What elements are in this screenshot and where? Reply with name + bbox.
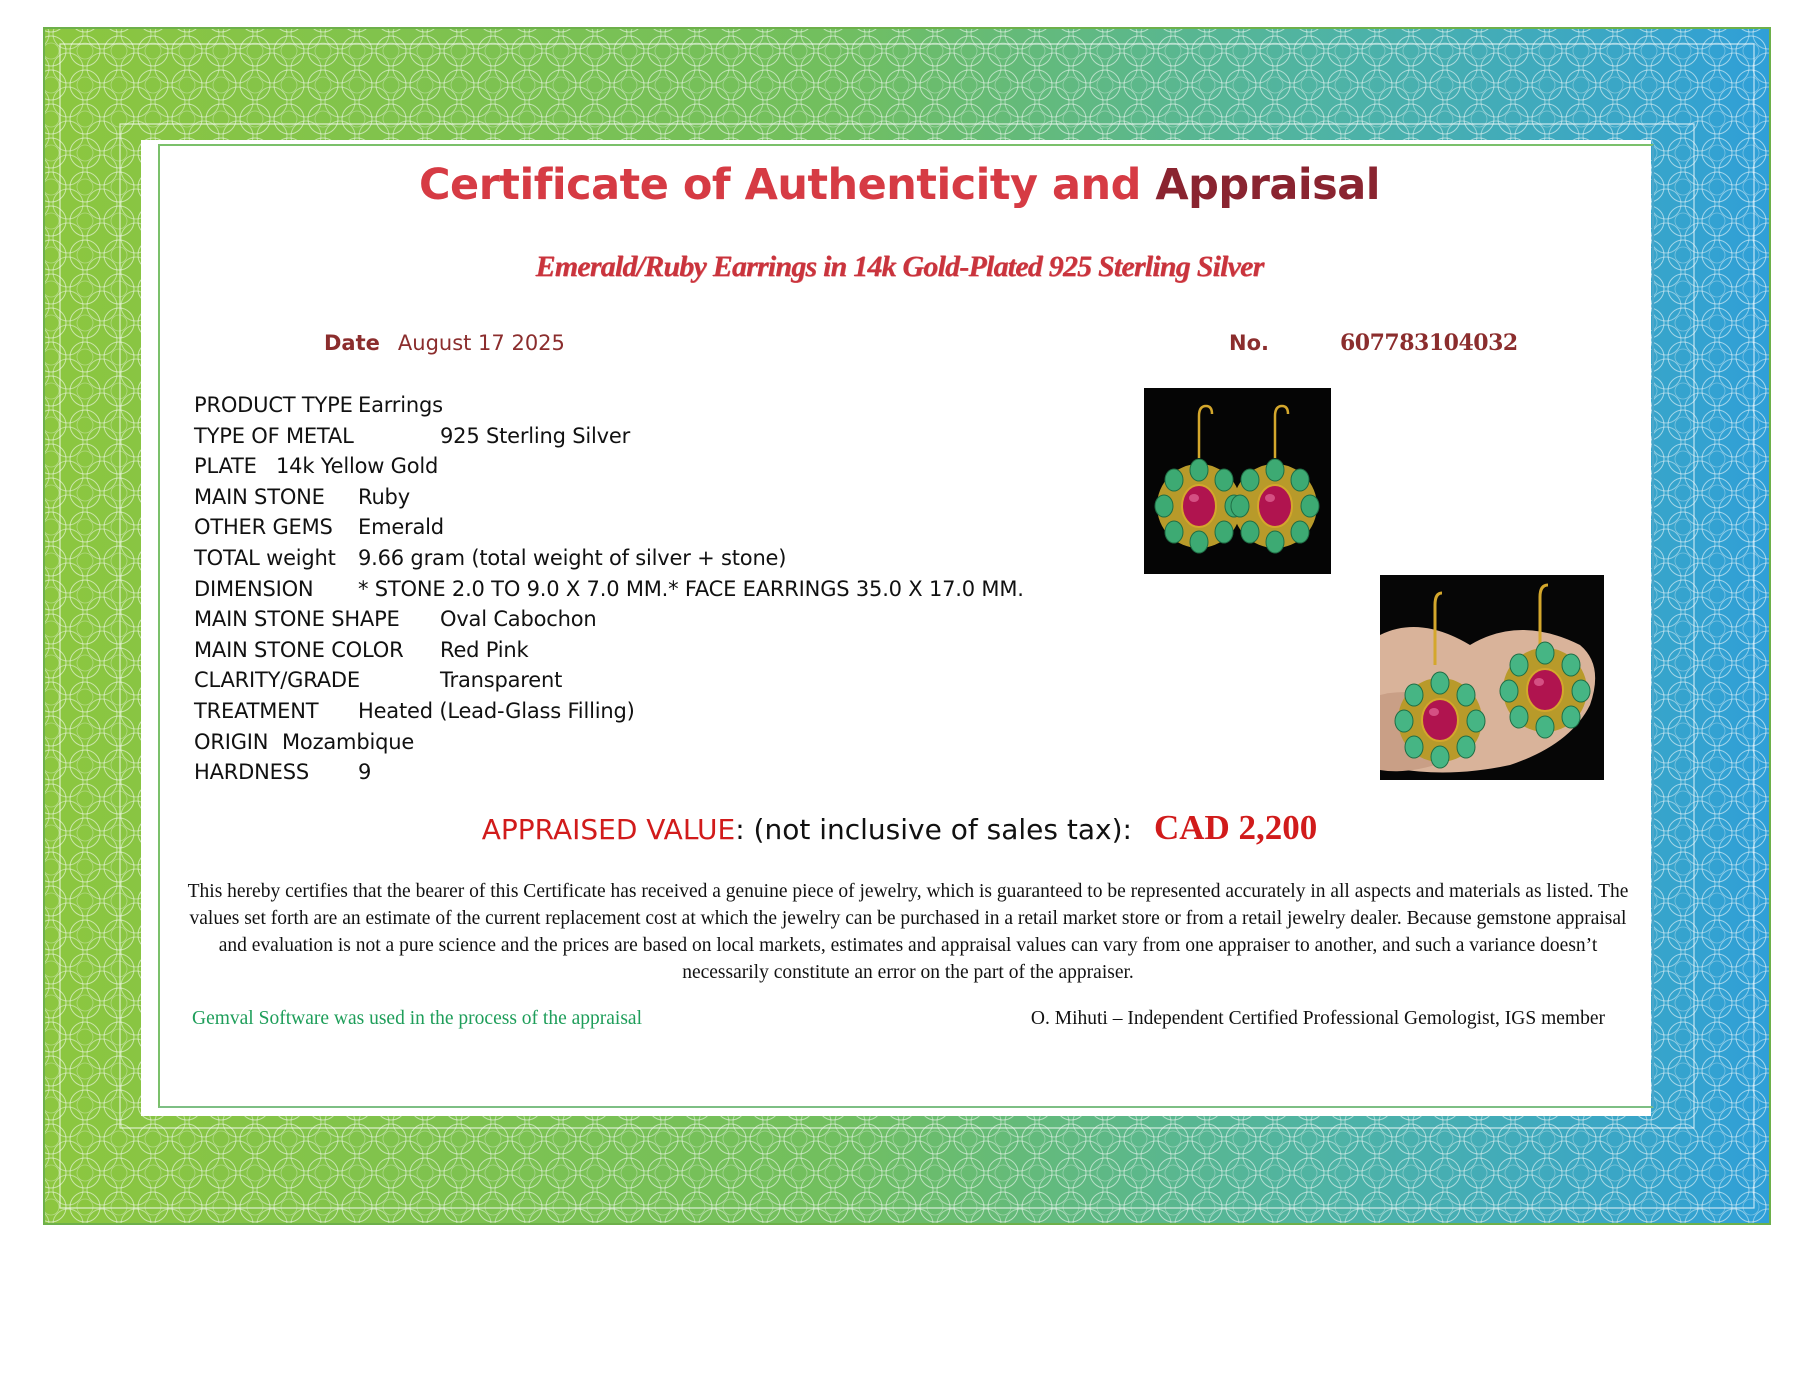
appraised-value-note: (not inclusive of sales tax): xyxy=(744,813,1132,846)
appraised-value-line xyxy=(0,808,1799,848)
spec-value: Heated (Lead-Glass Filling) xyxy=(358,698,635,723)
spec-key: HARDNESS xyxy=(194,760,309,785)
spec-key: PRODUCT TYPE xyxy=(194,393,353,417)
date-label: Date xyxy=(324,331,380,355)
spec-value: 9.66 gram (total weight of silver + stone) xyxy=(358,545,787,570)
spec-key: ORIGIN xyxy=(194,729,269,754)
spec-value: 9 xyxy=(358,760,372,785)
hand-earrings-illustration xyxy=(1380,575,1604,780)
number-block xyxy=(1229,330,1269,356)
spec-value: Emerald xyxy=(358,515,444,540)
spec-key: OTHER GEMS xyxy=(194,515,333,540)
spec-key: TREATMENT xyxy=(194,698,319,723)
title-part-2: Appraisal xyxy=(1155,160,1381,210)
spec-value: * STONE 2.0 TO 9.0 X 7.0 MM.* FACE EARRINGS 35.0 X 17.0 MM. xyxy=(358,576,1024,601)
spec-key: MAIN STONE SHAPE xyxy=(194,607,400,632)
spec-value: Oval Cabochon xyxy=(440,607,597,632)
earrings-photo-black-background xyxy=(1144,388,1331,574)
spec-key: TYPE OF METAL xyxy=(194,423,354,448)
certificate-subtitle: Emerald/Ruby Earrings in 14k Gold-Plated 925 Sterling Silver xyxy=(535,250,1264,283)
spec-value: 14k Yellow Gold xyxy=(276,454,439,479)
spec-key: PLATE xyxy=(194,454,257,479)
earrings-illustration xyxy=(1144,388,1331,574)
spec-value: Earrings xyxy=(358,393,443,417)
number-value-block xyxy=(1340,330,1518,356)
appraised-value-label: APPRAISED VALUE xyxy=(481,813,736,846)
spec-key: DIMENSION xyxy=(194,576,314,601)
spec-key: MAIN STONE xyxy=(194,484,325,509)
number-label: No. xyxy=(1229,331,1269,355)
spec-value: Mozambique xyxy=(282,729,415,754)
spec-key: CLARITY/GRADE xyxy=(194,668,360,693)
spec-value: Red Pink xyxy=(440,637,529,662)
spec-key: TOTAL weight xyxy=(194,545,336,570)
appraised-value-colon: : xyxy=(735,813,745,846)
earrings-photo-held-in-hand xyxy=(1380,575,1604,780)
spec-value: 925 Sterling Silver xyxy=(440,423,631,448)
certificate-number: 607783104032 xyxy=(1340,330,1518,356)
appraised-price: CAD 2,200 xyxy=(1153,808,1318,847)
certificate-title xyxy=(0,160,1799,210)
software-note: Gemval Software was used in the process of the appraisal xyxy=(192,1008,642,1029)
spec-value: Ruby xyxy=(358,484,410,509)
spec-key: MAIN STONE COLOR xyxy=(194,637,404,662)
title-part-1: Certificate of Authenticity and xyxy=(418,160,1156,210)
date-value: August 17 2025 xyxy=(397,331,565,355)
appraiser-signature-line: O. Mihuti – Independent Certified Professional Gemologist, IGS member xyxy=(1030,1008,1605,1029)
date-block xyxy=(324,330,565,356)
disclaimer-text: This hereby certifies that the bearer of this Certificate has received a genuine piece of jewelry, which is guaranteed to be represented accurately in all aspects and materials as listed. The values set forth are an estimate of the current replacement cost at which the jewelry can be purchased in a retail market store or from a retail jewelry dealer. Because gemstone appraisal and evaluation is not a pure science and the prices are based on local markets, estimates and appraisal values can vary from one appraiser to another, and such a variance doesn’t necessarily constitute an error on the part of the appraiser. xyxy=(187,881,1629,983)
spec-value: Transparent xyxy=(440,668,563,693)
